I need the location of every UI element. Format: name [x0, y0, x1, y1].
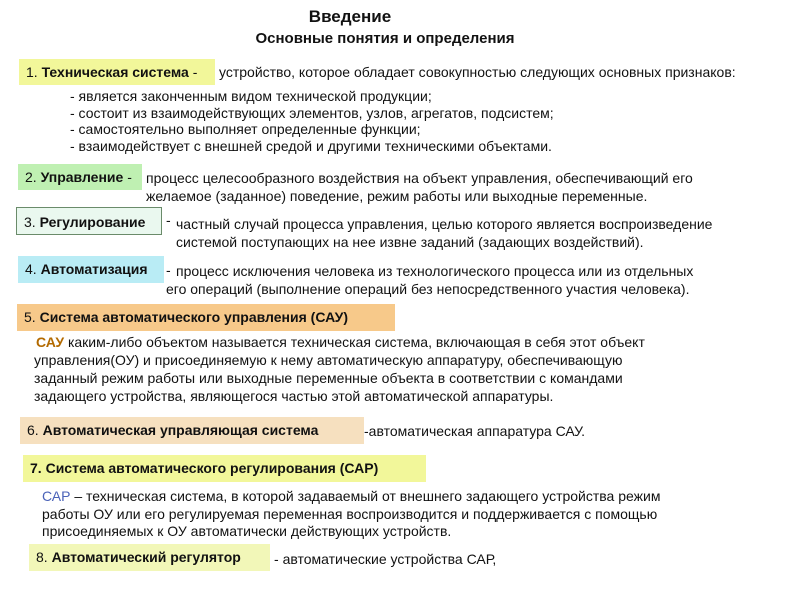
- definition-text: – техническая система, в которой задаваемый от внешнего задающего устройства режим: [74, 488, 661, 504]
- definition-line: процесс целесообразного воздействия на объект управления, обеспечивающий его: [146, 170, 693, 186]
- term-number: 8.: [36, 549, 48, 565]
- term-number: 6.: [27, 422, 39, 438]
- definition-line: заданный режим работы или выходные переменные объекта в соответствии с командами: [34, 370, 623, 386]
- bullet-item: - взаимодействует с внешней средой и другими техническими объектами.: [70, 138, 552, 154]
- term-number: 1.: [26, 64, 38, 80]
- term-sau: [17, 304, 395, 331]
- term-label: Автоматическая управляющая система: [42, 422, 319, 438]
- term-label: Техническая система: [41, 64, 189, 80]
- definition-line: системой поступающих на нее извне заданий (задающих воздействий).: [176, 234, 644, 250]
- term-dash: -: [166, 212, 171, 228]
- definition-line: задающего устройства, являющегося частью этой автоматической аппаратуры.: [34, 388, 554, 404]
- term-dash: -: [166, 262, 171, 278]
- term-regulator: [29, 544, 270, 571]
- definition-line: его операций (выполнение операций без непосредственного участия человека).: [166, 281, 690, 297]
- abbr-sar: САР: [42, 488, 71, 504]
- definition-line: [42, 488, 660, 505]
- definition-text: автоматические устройства САР,: [282, 551, 497, 567]
- term-dash: -: [127, 169, 132, 185]
- definition-text: автоматическая аппаратура САУ.: [368, 423, 586, 439]
- definition-line: управления(ОУ) и присоединяемую к нему автоматическую аппаратуру, обеспечивающую: [34, 352, 623, 368]
- bullet-item: - самостоятельно выполняет определенные функции;: [70, 121, 421, 137]
- term-dash: -: [274, 551, 279, 567]
- term-label: Автоматизация: [40, 261, 148, 277]
- term-sar: [23, 455, 426, 482]
- definition-line: частный случай процесса управления, целью которого является воспроизведение: [176, 216, 713, 232]
- definition-text: каким-либо объектом называется техническая система, включающая в себя этот объект: [67, 334, 645, 350]
- term-regulation: [16, 207, 162, 235]
- term-number: 7.: [30, 460, 42, 476]
- definition-line: процесс исключения человека из технологического процесса или из отдельных: [176, 263, 694, 279]
- definition-line: присоединяемых к ОУ автоматически действующих устройств.: [42, 523, 452, 539]
- term-label: Управление: [40, 169, 124, 185]
- term-label: Система автоматического управления (САУ): [39, 309, 349, 325]
- term-dash: -: [364, 423, 369, 439]
- bullet-item: - является законченным видом технической продукции;: [70, 88, 432, 104]
- term-number: 5.: [24, 309, 36, 325]
- term-dash: -: [192, 64, 198, 80]
- page-title: Введение: [308, 7, 392, 26]
- term-technical-system: [19, 59, 215, 85]
- term-number: 2.: [25, 169, 37, 185]
- term-control-system: [20, 417, 364, 444]
- definition-line: [274, 551, 496, 568]
- term-automation: [18, 256, 164, 283]
- bullet-item: - состоит из взаимодействующих элементов, узлов, агрегатов, подсистем;: [70, 105, 554, 121]
- page-subtitle: Основные понятия и определения: [255, 30, 515, 47]
- term-number: 4.: [25, 261, 37, 277]
- definition-line: [36, 334, 645, 351]
- term-control: [18, 164, 142, 190]
- term-number: 3.: [24, 214, 36, 230]
- abbr-sau: САУ: [36, 334, 65, 350]
- definition-line: желаемое (заданное) поведение, режим работы или выходные переменные.: [146, 188, 648, 204]
- definition-line: устройство, которое обладает совокупностью следующих основных признаков:: [219, 64, 736, 80]
- term-label: Автоматический регулятор: [51, 549, 241, 565]
- term-label: Система автоматического регулирования (САР): [45, 460, 379, 476]
- definition-line: [364, 423, 585, 440]
- term-label: Регулирование: [39, 214, 146, 230]
- definition-line: работы ОУ или его регулируемая переменная воспроизводится и поддерживается с помощью: [42, 506, 658, 522]
